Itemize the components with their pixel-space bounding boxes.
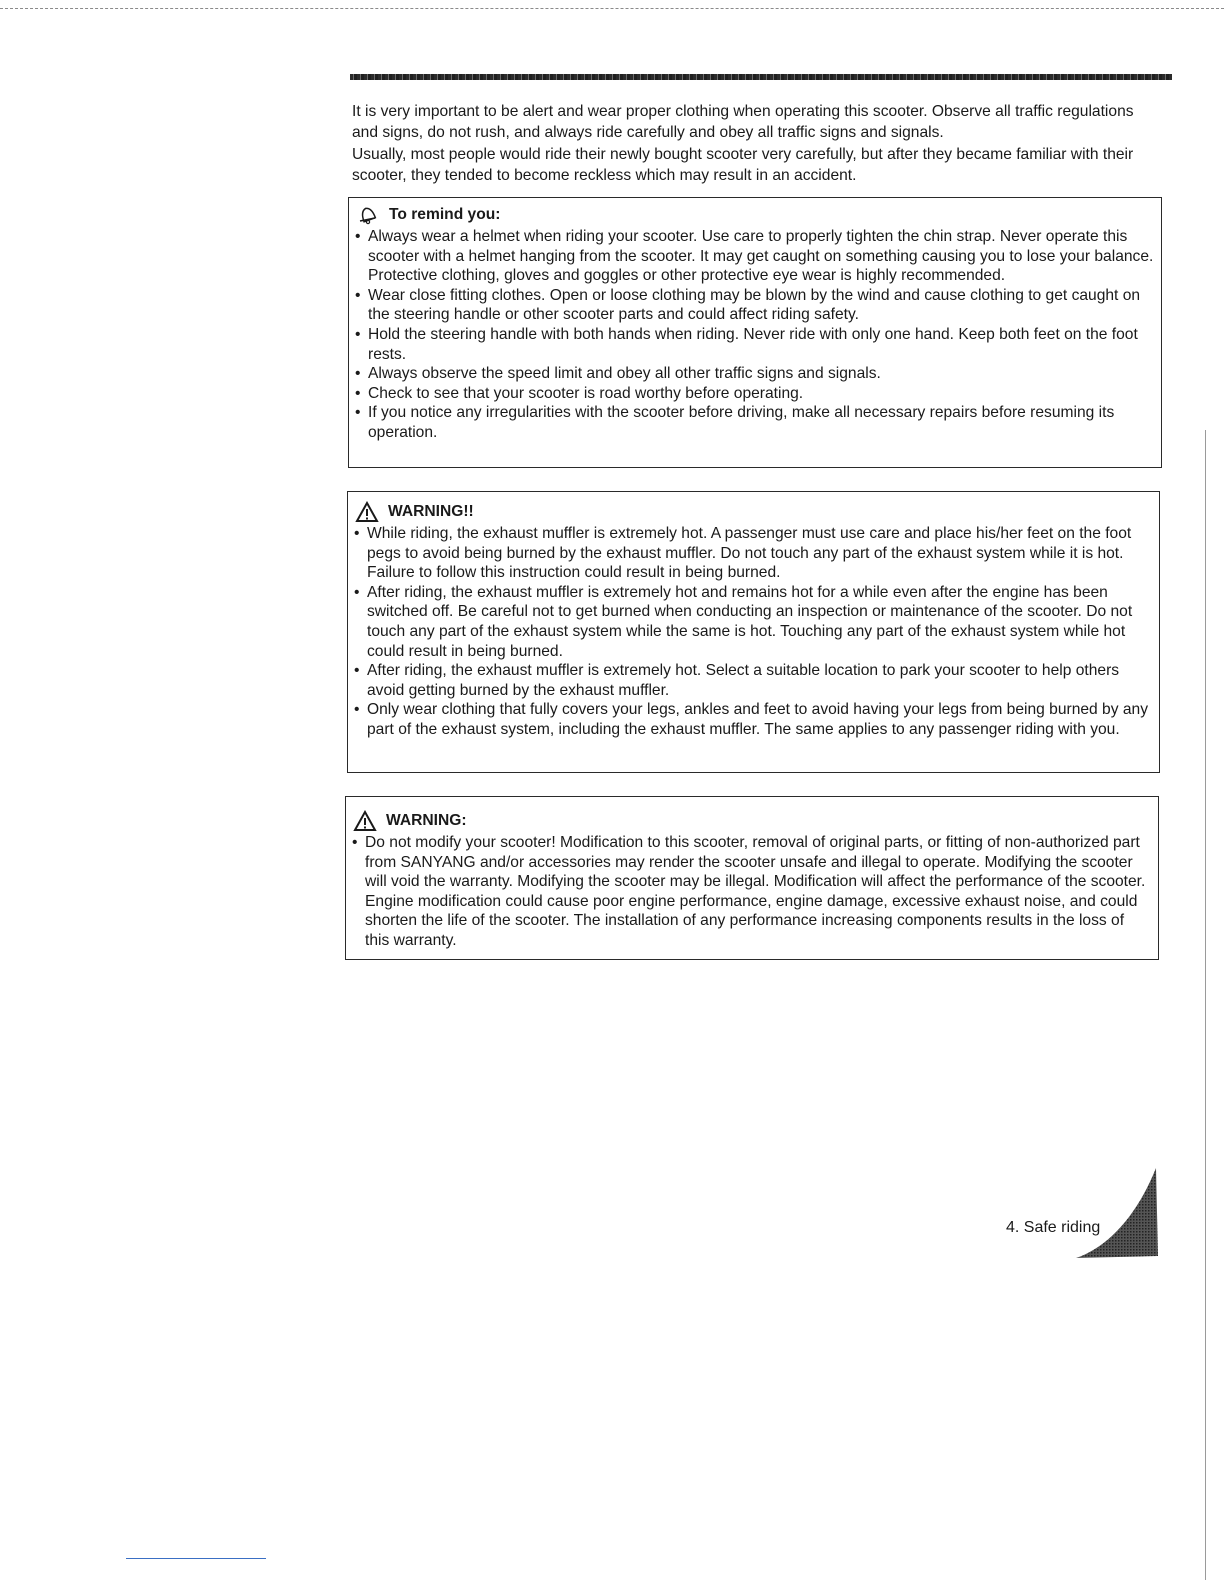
list-item: • Wear close fitting clothes. Open or loose clothing may be blown by the wind and cause clothing to get caught on the steering handle or other scooter parts and could affect riding safety. [355, 286, 1155, 325]
remind-title-text: To remind you: [389, 206, 501, 224]
remind-box [348, 197, 1162, 468]
list-item: • Do not modify your scooter! Modification to this scooter, removal of original parts, or fitting of non-authorized part from SANYANG and/or accessories may render the scooter unsafe and illegal to operate. Modifying the scooter will void the warranty. Modifying the scooter may be illegal. Modification will affect the performance of the scooter. Engine modification could cause poor engine performance, engine damage, excessive exhaust noise, and could shorten the life of the scooter. The installation of any performance increasing components results in the loss of this warranty. [352, 833, 1152, 951]
bell-icon [355, 203, 381, 227]
list-item: • Hold the steering handle with both hands when riding. Never ride with only one hand. Keep both feet on the foot rests. [355, 325, 1155, 364]
warning-triangle-icon [352, 809, 378, 833]
intro-line-2: Usually, most people would ride their newly bought scooter very carefully, but after they became familiar with their scooter, they tended to become reckless which may result in an accident. [352, 145, 1134, 184]
list-item: • Only wear clothing that fully covers your legs, ankles and feet to avoid having your legs from being burned by any part of the exhaust system, including the exhaust muffler. The same applies to any passenger riding with you. [354, 700, 1153, 739]
page-edge-line [1205, 430, 1206, 1580]
intro-paragraph [352, 101, 1162, 186]
warning-title-text: WARNING!! [388, 503, 474, 521]
list-item: • Check to see that your scooter is road worthy before operating. [355, 384, 1155, 404]
warning-title-text: WARNING: [386, 812, 467, 830]
bottom-rule [126, 1558, 266, 1559]
list-item: • Always wear a helmet when riding your scooter. Use care to properly tighten the chin strap. Never operate this scooter with a helmet hanging from the scooter. It may get caught on something causing you to lose your balance. Protective clothing, gloves and goggles or other protective eye wear is highly recommended. [355, 227, 1155, 286]
section-label: 4. Safe riding [1006, 1219, 1101, 1236]
warning-list [354, 524, 1153, 740]
warning-title [354, 500, 1153, 524]
list-item: • Always observe the speed limit and obey all other traffic signs and signals. [355, 364, 1155, 384]
list-item: • After riding, the exhaust muffler is extremely hot and remains hot for a while even after the engine has been switched off. Be careful not to get burned when conducting an inspection or maintenance of the scooter. Do not touch any part of the exhaust system while the same is hot. Touching any part of the exhaust system while hot could result in being burned. [354, 583, 1153, 661]
warning-box-exhaust [347, 491, 1160, 773]
scan-edge-line [0, 8, 1224, 9]
warning-triangle-icon [354, 500, 380, 524]
warning-title [352, 809, 1152, 833]
warning-box-modification [345, 796, 1159, 960]
list-item: • If you notice any irregularities with the scooter before driving, make all necessary repairs before resuming its operation. [355, 403, 1155, 442]
page-tab-icon [1076, 1168, 1160, 1260]
remind-title [355, 203, 1155, 227]
list-item: • After riding, the exhaust muffler is extremely hot. Select a suitable location to park your scooter to help others avoid getting burned by the exhaust muffler. [354, 661, 1153, 700]
header-bar [350, 74, 1172, 80]
remind-list [355, 227, 1155, 443]
intro-line-1: It is very important to be alert and wear proper clothing when operating this scooter. Observe all traffic regulations and signs, do not rush, and always ride carefully and obey all traffic signs and signals. [352, 103, 1134, 142]
warning-list [352, 833, 1152, 951]
list-item: • While riding, the exhaust muffler is extremely hot. A passenger must use care and place his/her feet on the foot pegs to avoid being burned by the exhaust muffler. Do not touch any part of the exhaust system while it is hot. Failure to follow this instruction could result in being burned. [354, 524, 1153, 583]
